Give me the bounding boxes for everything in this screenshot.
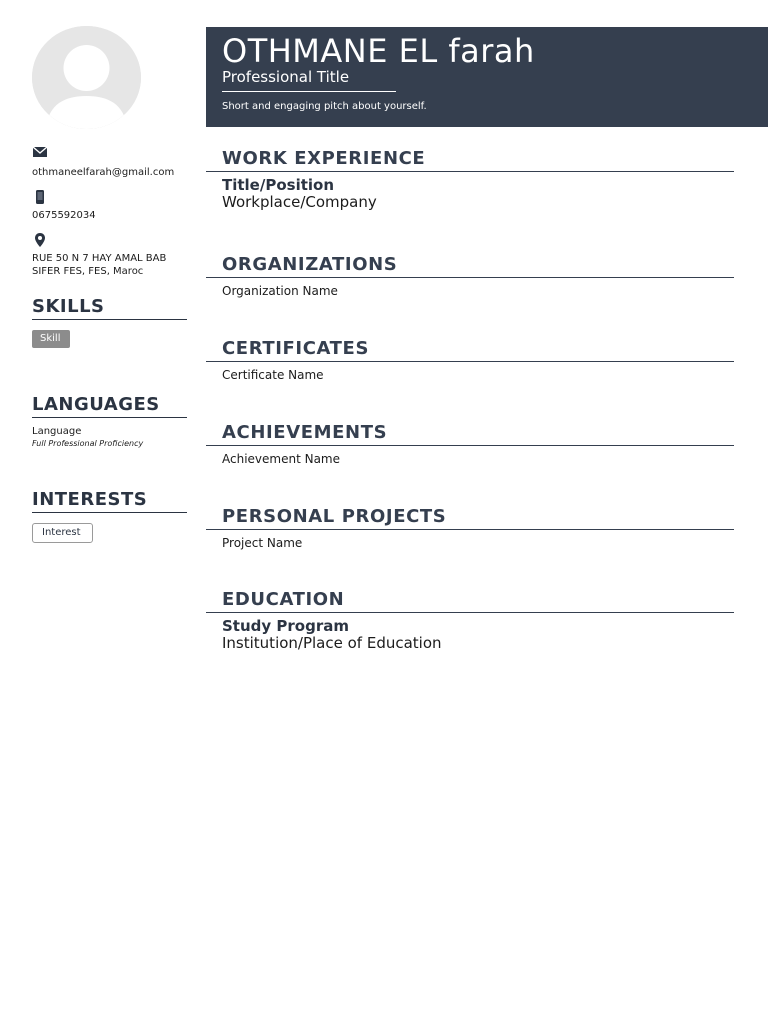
phone-text: 0675592034 xyxy=(32,210,96,221)
professional-title: Professional Title xyxy=(222,67,396,92)
languages-heading: LANGUAGES xyxy=(32,394,187,418)
skill-chip: Skill xyxy=(32,330,70,348)
work-company: Workplace/Company xyxy=(222,193,377,211)
language-name: Language xyxy=(32,426,82,437)
education-heading: EDUCATION xyxy=(206,589,734,613)
email-text[interactable]: othmaneelfarah@gmail.com xyxy=(32,167,175,178)
work-experience-section xyxy=(206,148,734,211)
achievements-heading: ACHIEVEMENTS xyxy=(206,422,734,446)
organizations-section xyxy=(206,254,734,299)
avatar xyxy=(32,26,141,129)
address-text: RUE 50 N 7 HAY AMAL BAB SIFER FES, FES, Maroc xyxy=(32,253,167,277)
achievements-section xyxy=(206,422,734,467)
languages-section xyxy=(32,394,187,449)
full-name: OTHMANE EL farah xyxy=(222,32,535,70)
skills-section xyxy=(32,296,187,348)
interests-section xyxy=(32,489,187,543)
avatar-placeholder-icon xyxy=(32,26,141,129)
phone-icon xyxy=(32,189,187,205)
work-position: Title/Position xyxy=(222,176,335,194)
language-level: Full Professional Proficiency xyxy=(32,439,144,448)
header-banner xyxy=(206,27,768,127)
certificates-heading: CERTIFICATES xyxy=(206,338,734,362)
institution: Institution/Place of Education xyxy=(222,634,442,652)
personal-projects-section xyxy=(206,506,734,551)
pitch-text: Short and engaging pitch about yourself. xyxy=(222,101,427,112)
sidebar xyxy=(32,146,187,543)
study-program: Study Program xyxy=(222,617,349,635)
skills-heading: SKILLS xyxy=(32,296,187,320)
map-pin-icon xyxy=(32,232,187,248)
contact-phone xyxy=(32,189,187,222)
work-experience-heading: WORK EXPERIENCE xyxy=(206,148,734,172)
interest-chip: Interest xyxy=(32,523,93,543)
interests-heading: INTERESTS xyxy=(32,489,187,513)
contact-address xyxy=(32,232,187,278)
personal-projects-heading: PERSONAL PROJECTS xyxy=(206,506,734,530)
contact-email xyxy=(32,146,187,179)
education-section xyxy=(206,589,734,652)
achievement-name: Achievement Name xyxy=(222,452,341,466)
organization-name: Organization Name xyxy=(222,284,338,298)
certificates-section xyxy=(206,338,734,383)
certificate-name: Certificate Name xyxy=(222,368,324,382)
envelope-icon xyxy=(32,146,187,162)
organizations-heading: ORGANIZATIONS xyxy=(206,254,734,278)
project-name: Project Name xyxy=(222,536,303,550)
